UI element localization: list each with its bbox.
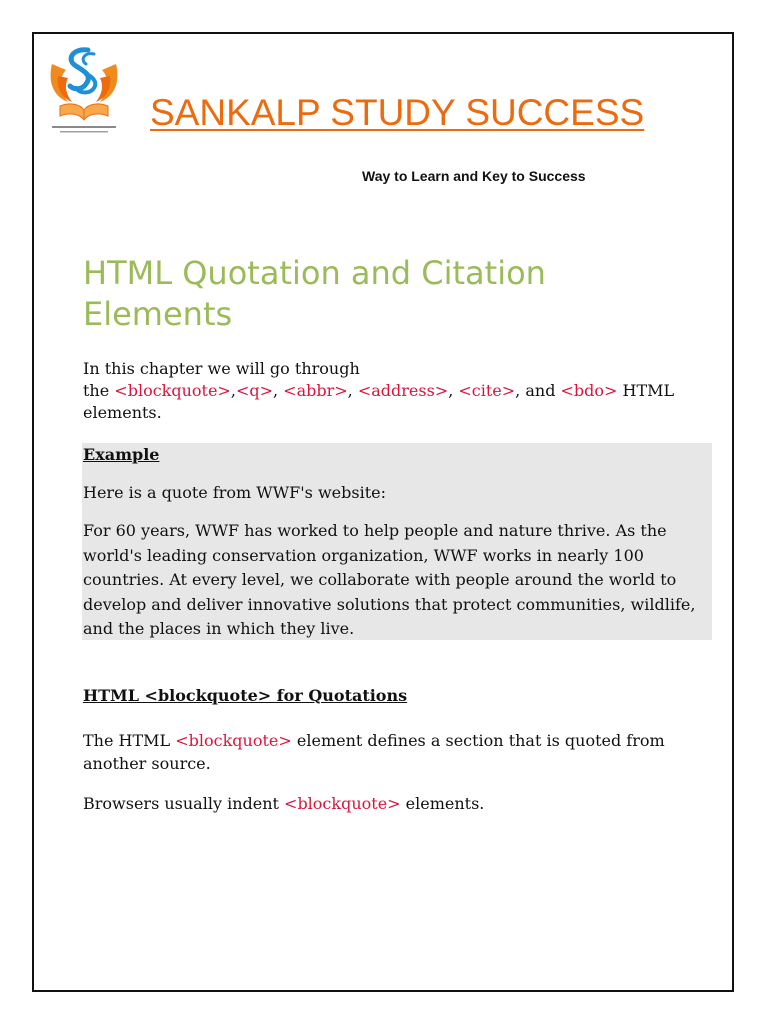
tag-blockquote: <blockquote> — [114, 381, 231, 400]
paragraph-text: elements. — [400, 794, 485, 813]
tag-blockquote: <blockquote> — [175, 731, 292, 750]
tagline: Way to Learn and Key to Success — [362, 168, 586, 184]
tag-address: <address> — [357, 381, 449, 400]
example-heading: Example — [83, 445, 160, 464]
intro-paragraph — [83, 358, 703, 424]
intro-text: the — [83, 381, 115, 400]
separator: , — [273, 381, 284, 400]
paragraph-text: Browsers usually indent — [83, 794, 285, 813]
paragraph-text: The HTML — [83, 731, 176, 750]
example-intro: Here is a quote from WWF's website: — [83, 483, 386, 502]
section-paragraph-1 — [83, 729, 723, 775]
brand-title: SANKALP STUDY SUCCESS — [150, 92, 645, 133]
separator: , and — [515, 381, 561, 400]
tag-q: <q> — [235, 381, 273, 400]
intro-text: HTML elements. — [83, 381, 675, 422]
separator: , — [230, 381, 236, 400]
separator: , — [448, 381, 459, 400]
separator: , — [347, 381, 358, 400]
tag-abbr: <abbr> — [283, 381, 348, 400]
tag-cite: <cite> — [458, 381, 516, 400]
section-heading: HTML <blockquote> for Quotations — [83, 686, 408, 705]
example-box — [82, 443, 712, 640]
intro-text: In this chapter we will go through — [83, 359, 360, 378]
example-quote: For 60 years, WWF has worked to help people and nature thrive. As the world's leading conservation organization, WWF works in nearly 100 countries. At every level, we collaborate with people around the world to develop and deliver innovative solutions that protect communities, wildlife, and the places in which they live. — [83, 521, 696, 638]
paragraph-text: element defines a section that is quoted from another source. — [83, 731, 665, 773]
page-title: HTML Quotation and Citation Elements — [83, 254, 546, 333]
section-paragraph-2 — [83, 792, 723, 815]
tag-blockquote: <blockquote> — [284, 794, 401, 813]
tag-bdo: <bdo> — [560, 381, 618, 400]
swan-book-logo-icon — [46, 46, 122, 138]
